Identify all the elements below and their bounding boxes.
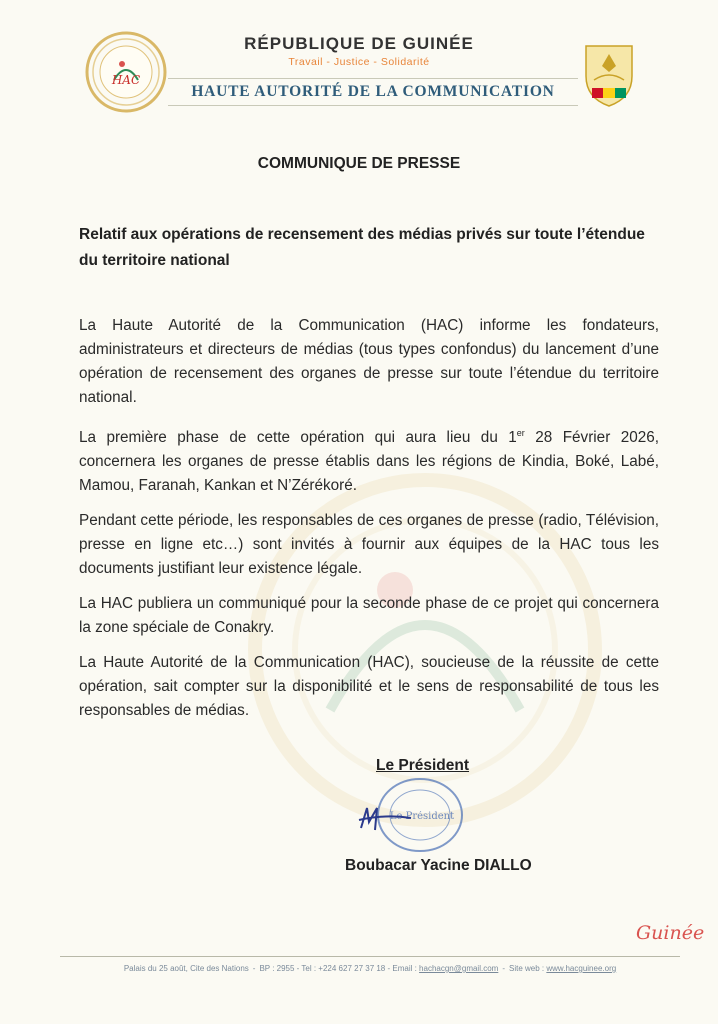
handwritten-signature-icon [355,800,415,840]
footer-site-label: Site web : [509,964,547,973]
paragraph: La Haute Autorité de la Communication (HAC), soucieuse de la réussite de cette opération, sait compter sur la disponibilité et le sens de responsabilité de tous les responsables de médias. [79,654,659,720]
guinee-brand-logo: Guinée [636,922,705,944]
document-subject: Relatif aux opérations de recensement des médias privés sur toute l’étendue du territoire national [79,226,645,269]
paragraph-text: La première phase de cette opération qui aura lieu du 1 [79,429,517,447]
document-body [79,314,659,734]
signatory-name: Boubacar Yacine DIALLO [345,857,532,874]
authority-banner [168,78,578,106]
authority-name: HAUTE AUTORITÉ DE LA COMMUNICATION [191,83,555,100]
ordinal-suffix: er [516,428,525,438]
footer-bp-phone: BP : 2955 - Tel : +224 627 27 37 18 - Email : [259,964,420,973]
paragraph [79,421,659,498]
republic-heading: RÉPUBLIQUE DE GUINÉE [244,34,474,53]
footer-divider [60,956,680,957]
signatory-title: Le Président [376,757,470,774]
svg-text:Le Président: Le Président [389,811,455,822]
svg-text:HAC: HAC [111,73,141,87]
footer-address: Palais du 25 août, Cite des Nations [123,964,249,973]
footer-email-link[interactable]: hachacgn@gmail.com [419,964,499,973]
document-title: COMMUNIQUE DE PRESSE [257,155,461,172]
paragraph-text: 28 Février 2026, concernera les organes de presse établis dans les régions de Kindia, Boké, Labé, Mamou, Faranah, Kankan et N’Zérékoré. [79,429,660,495]
footer-contact: Palais du 25 août, Cite des Nations - BP : 2955 - Tel : +224 627 27 37 18 - Email : hachacgn@gmail.com - Site web : www.hacguinee.org [123,964,617,973]
footer-website-link[interactable]: www.hacguinee.org [546,964,617,973]
paragraph: Pendant cette période, les responsables de ces organes de presse (radio, Télévision, presse en ligne etc…) sont invités à fournir aux équipes de la HAC tous les documents justifiant leur existence légale. [79,512,659,578]
national-motto: Travail - Justice - Solidarité [288,56,430,68]
paragraph: La Haute Autorité de la Communication (HAC) informe les fondateurs, administrateurs et directeurs de médias (tous types confondus) du lancement d’une opération de recensement des organes de presse sur toute l’étendue du territoire national. [79,317,659,406]
paragraph: La HAC publiera un communiqué pour la seconde phase de ce projet qui concernera la zone spéciale de Conakry. [79,595,659,637]
